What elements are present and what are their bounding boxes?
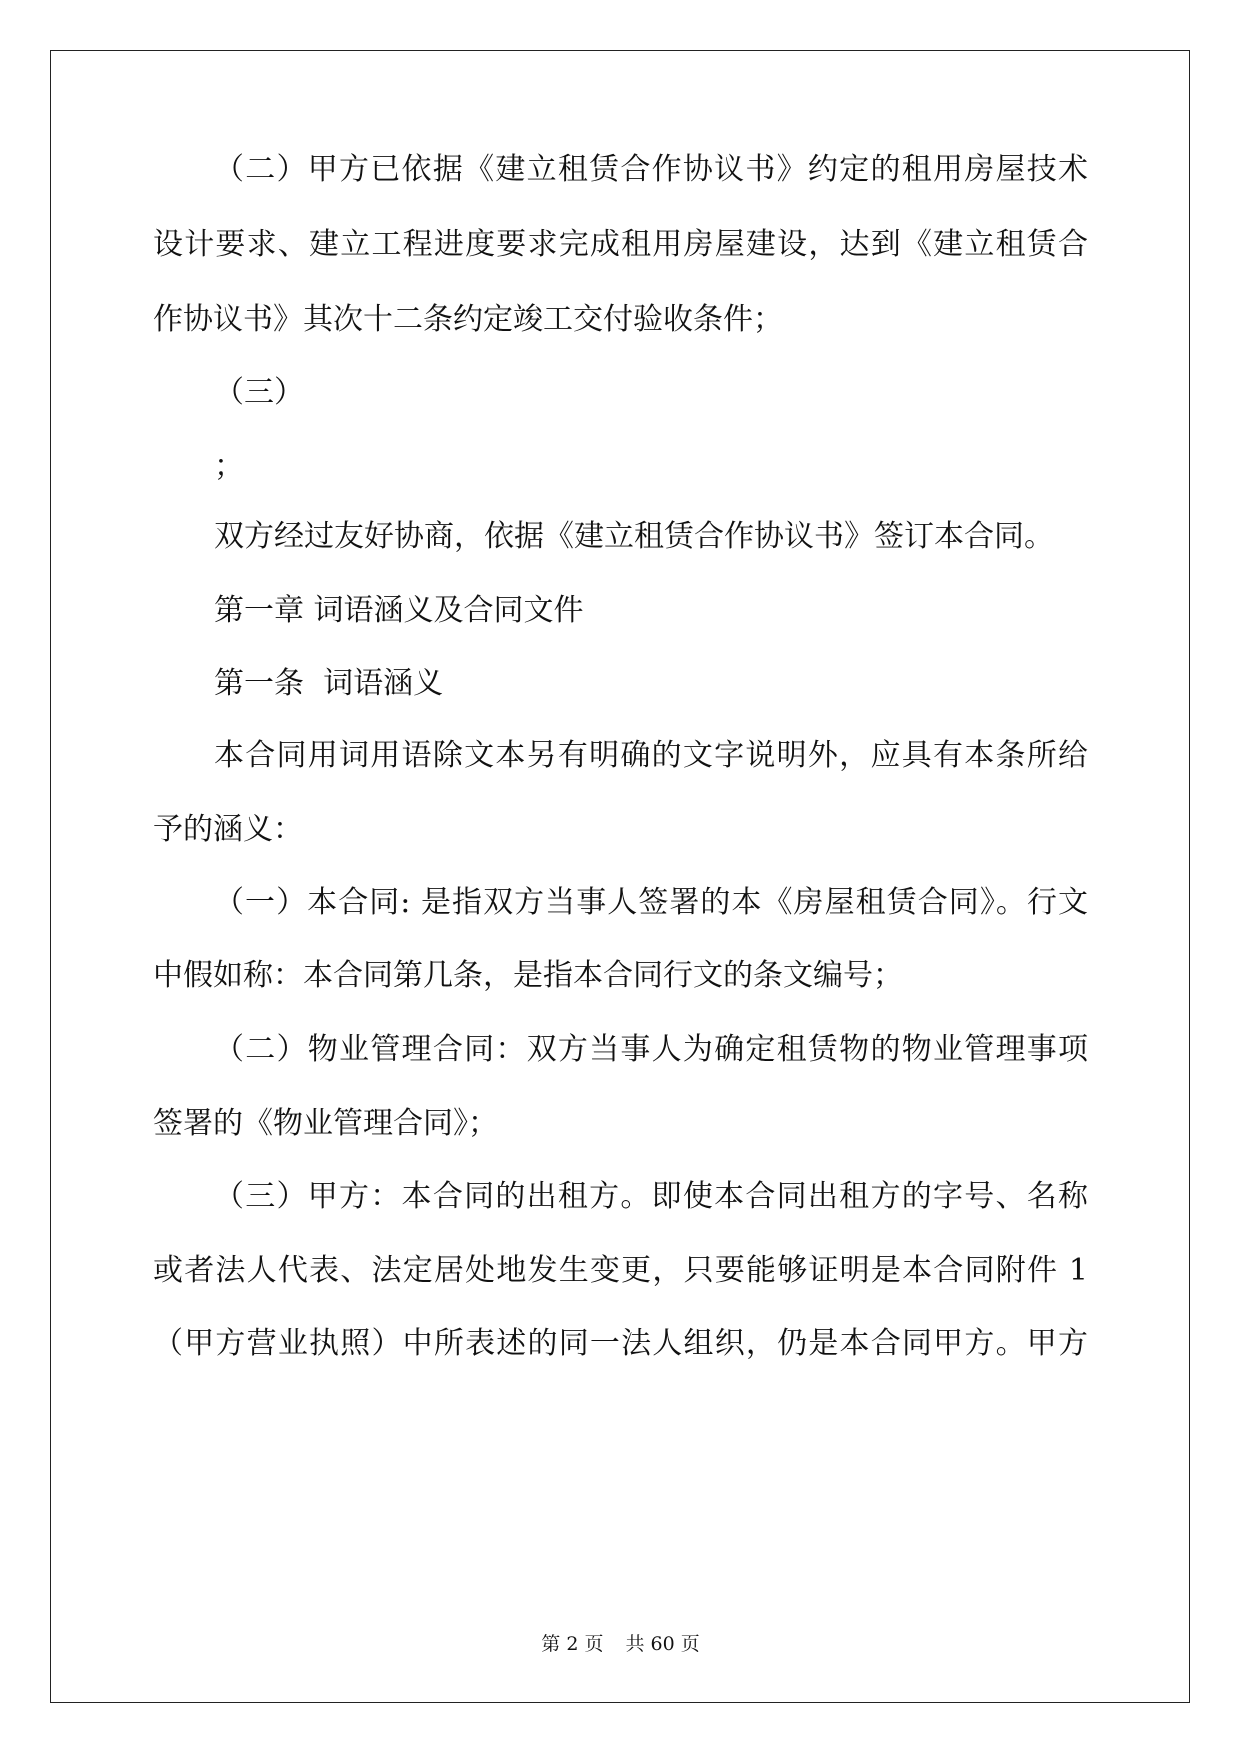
page-border: [50, 50, 1190, 1703]
paragraph-line: （三）: [214, 375, 304, 410]
paragraph-line: （三）甲方：本合同的出租方。即使本合同出租方的字号、名称: [214, 1179, 1088, 1214]
paragraph-line: 或者法人代表、法定居处地发生变更，只要能够证明是本合同附件 1: [153, 1253, 1088, 1288]
paragraph-line: 本合同用词用语除文本另有明确的文字说明外，应具有本条所给: [214, 738, 1088, 773]
paragraph-line: ；: [214, 449, 244, 484]
page-number: 第 2 页: [541, 1633, 604, 1655]
paragraph-line: （二）甲方已依据《建立租赁合作协议书》约定的租用房屋技术: [214, 152, 1088, 187]
paragraph-line: 双方经过友好协商，依据《建立租赁合作协议书》签订本合同。: [214, 519, 1054, 554]
paragraph-line: （一）本合同: 是指双方当事人签署的本《房屋租赁合同》。行文: [214, 885, 1088, 920]
paragraph-line: 签署的《物业管理合同》；: [153, 1106, 498, 1141]
page-footer: [0, 1632, 1241, 1656]
paragraph-line: （二）物业管理合同：双方当事人为确定租赁物的物业管理事项: [214, 1032, 1088, 1067]
paragraph-line: 中假如称：本合同第几条，是指本合同行文的条文编号；: [153, 958, 903, 993]
paragraph-line: 设计要求、建立工程进度要求完成租用房屋建设，达到《建立租赁合: [153, 227, 1088, 262]
paragraph-line: （甲方营业执照）中所表述的同一法人组织，仍是本合同甲方。甲方: [153, 1326, 1088, 1361]
total-pages: 共 60 页: [625, 1633, 700, 1655]
paragraph-line: 作协议书》其次十二条约定竣工交付验收条件；: [153, 302, 783, 337]
paragraph-line: 予的涵义：: [153, 812, 303, 847]
chapter-heading: 第一章 词语涵义及合同文件: [214, 593, 584, 628]
article-heading: 第一条 词语涵义: [214, 666, 444, 701]
